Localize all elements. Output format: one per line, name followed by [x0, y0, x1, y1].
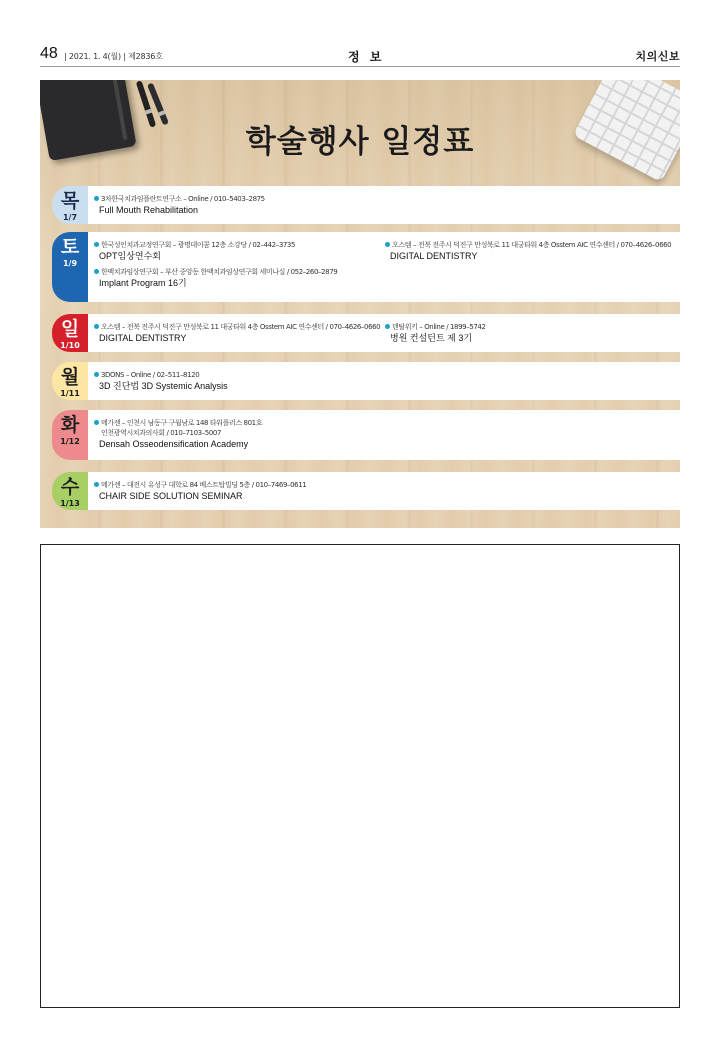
- blank-ad-box: [40, 544, 680, 1008]
- event: [94, 418, 379, 451]
- schedule-title: 학술행사 일정표: [245, 124, 475, 160]
- event-info: 한국성인치과교정연구회 – 광명데이콤 12층 소강당 / 02–442–3735: [94, 240, 379, 250]
- event-info: 한맥치과임상연구회 – 부산 중앙동 한맥치과임상연구회 세미나실 / 052–260–2879: [94, 267, 379, 277]
- bullet-icon: [94, 420, 99, 425]
- schedule-row-thu: [60, 186, 680, 224]
- event: [94, 194, 379, 217]
- bullet-icon: [94, 482, 99, 487]
- day-label: 목: [60, 190, 80, 212]
- bullet-icon: [94, 269, 99, 274]
- day-date: 1/13: [60, 499, 80, 508]
- issue-meta: | 2021. 1. 4(월) | 제2836호: [64, 52, 163, 61]
- event: [385, 240, 670, 263]
- event-name: 병원 컨설턴트 제 3기: [390, 333, 473, 343]
- event: [94, 480, 379, 503]
- event-name: CHAIR SIDE SOLUTION SEMINAR: [99, 491, 243, 501]
- day-badge: [52, 186, 88, 224]
- event: [94, 322, 379, 345]
- bullet-icon: [94, 372, 99, 377]
- day-badge: [52, 362, 88, 400]
- schedule-row-sat: [60, 232, 680, 302]
- day-badge: [52, 472, 88, 510]
- day-label: 월: [60, 366, 80, 388]
- event-info: 3DONS – Online / 02–511–8120: [94, 370, 379, 380]
- day-label: 수: [60, 476, 80, 498]
- day-badge: [52, 410, 88, 460]
- event-name: 3D 진단법 3D Systemic Analysis: [99, 381, 228, 391]
- bullet-icon: [94, 242, 99, 247]
- event-info-line2: 인천광역시치과의사회 / 010–7103–5007: [101, 429, 222, 437]
- event: [94, 370, 379, 393]
- day-badge: [52, 232, 88, 302]
- event: [94, 267, 379, 290]
- event-info: 오스템 – 전북 전주시 덕진구 만성북로 11 대궁타워 4층 Osstem AIC 연수센터 / 070–4626–0660: [385, 240, 670, 250]
- event: [385, 322, 670, 345]
- event-info: 3차한국치과임플란트연구소 – Online / 010–5403–2875: [94, 194, 379, 204]
- schedule-row-tue: [60, 410, 680, 460]
- section-title: 정 보: [348, 50, 385, 64]
- schedule-row-wed: [60, 472, 680, 510]
- day-date: 1/10: [60, 341, 80, 350]
- bullet-icon: [94, 196, 99, 201]
- page-header: [40, 45, 680, 65]
- day-date: 1/11: [60, 389, 80, 398]
- day-date: 1/9: [62, 259, 78, 268]
- schedule-panel: [40, 80, 680, 528]
- event-name: DIGITAL DENTISTRY: [99, 333, 187, 343]
- bullet-icon: [94, 324, 99, 329]
- newspaper-name: 치의신보: [635, 50, 680, 63]
- event-info: 메가젠 – 대전시 유성구 대학로 84 베스트탑빌딩 5층 / 010–7469–0611: [94, 480, 379, 490]
- schedule-row-sun: [60, 314, 680, 352]
- event-name: OPT임상연수회: [99, 251, 161, 261]
- day-label: 토: [60, 236, 80, 258]
- event-info: 메가젠 – 인천시 남동구 구월남로 148 타워플러스 801호: [94, 418, 379, 428]
- event-name: Densah Osseodensification Academy: [99, 439, 249, 449]
- day-label: 일: [60, 318, 80, 340]
- bullet-icon: [385, 324, 390, 329]
- bullet-icon: [385, 242, 390, 247]
- day-badge: [52, 314, 88, 352]
- event-name: Implant Program 16기: [99, 278, 187, 288]
- event-info: 덴탈위키 – Online / 1899–5742: [385, 322, 670, 332]
- day-label: 화: [60, 414, 80, 436]
- event-info: 오스템 – 전북 전주시 덕진구 만성북로 11 대궁타워 4층 Osstem AIC 연수센터 / 070–4626–0660: [94, 322, 379, 332]
- header-divider: [40, 66, 680, 67]
- event: [94, 240, 379, 263]
- event-name: Full Mouth Rehabilitation: [99, 205, 199, 215]
- event-name: DIGITAL DENTISTRY: [390, 251, 478, 261]
- day-date: 1/7: [62, 213, 78, 222]
- day-date: 1/12: [60, 437, 80, 446]
- schedule-row-mon: [60, 362, 680, 400]
- page-number: 48: [40, 45, 58, 62]
